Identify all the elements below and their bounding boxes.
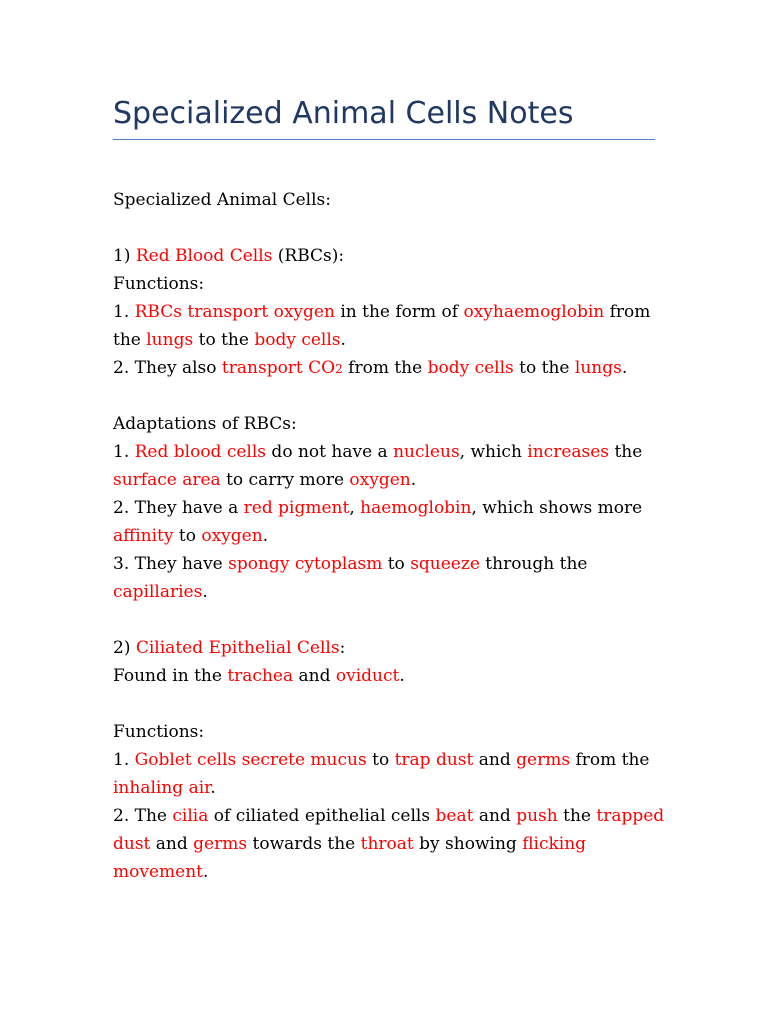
highlighted-term: surface area [113,470,221,490]
highlighted-term: body cells [254,330,341,350]
highlighted-term: Red Blood Cells [135,246,273,266]
text-run: : [339,638,346,658]
highlighted-term: RBCs transport oxygen [134,302,335,322]
text-run: through the [479,554,588,574]
highlighted-term: cilia [172,806,209,826]
text-line [113,718,673,746]
highlighted-term: oxyhaemoglobin [463,302,605,322]
text-run: and [473,750,517,770]
highlighted-term: trapped [596,806,665,826]
highlighted-term: lungs [574,358,622,378]
text-run: to carry more [220,470,350,490]
document-title: Specialized Animal Cells Notes [113,96,574,131]
text-line [113,550,673,578]
text-run: to [173,526,202,546]
text-line [113,634,673,662]
text-run: Adaptations of RBCs: [113,414,297,434]
text-line [113,858,673,886]
highlighted-term: movement [113,862,203,882]
text-line [113,746,673,774]
text-line [113,438,673,466]
text-line [113,354,673,382]
text-run: to the [513,358,575,378]
highlighted-term: increases [527,442,610,462]
text-run: 1. [113,302,135,322]
text-run: . [202,582,208,602]
highlighted-term: flicking [522,834,587,854]
text-run: (RBCs): [272,246,345,266]
text-run: Found in the [113,666,228,686]
text-run: . [340,330,346,350]
highlighted-term: inhaling air [113,778,211,798]
highlighted-term: red pigment [243,498,350,518]
highlighted-term: body cells [427,358,514,378]
text-line [113,802,673,830]
highlighted-term: beat [435,806,474,826]
text-run: to the [193,330,255,350]
blank-line [113,606,673,634]
blank-line [113,690,673,718]
blank-line [113,382,673,410]
highlighted-term: oviduct [335,666,400,686]
text-run: . [262,526,269,546]
text-line [113,270,673,298]
text-run: 3. They have [113,554,229,574]
text-line [113,578,673,606]
text-run: of ciliated epithelial cells [208,806,436,826]
highlighted-term: oxygen [201,526,263,546]
highlighted-term: dust [113,834,151,854]
text-run: , [349,498,361,518]
text-run: in the form of [334,302,464,322]
highlighted-term: spongy cytoplasm [228,554,383,574]
highlighted-term: affinity [113,526,174,546]
highlighted-term: 2 [335,362,343,376]
text-run: the [609,442,643,462]
text-run: from [604,302,651,322]
text-line [113,522,673,550]
text-line [113,242,673,270]
text-run: the [557,806,597,826]
highlighted-term: squeeze [410,554,480,574]
text-run: 1) [113,246,136,266]
highlighted-term: Goblet cells secrete mucus [134,750,367,770]
text-run: , which [459,442,528,462]
text-line [113,466,673,494]
highlighted-term: lungs [146,330,194,350]
text-line [113,662,673,690]
text-run: . [399,666,405,686]
text-run: from the [342,358,428,378]
text-run: from the [570,750,650,770]
text-run: to [366,750,395,770]
highlighted-term: germs [516,750,571,770]
highlighted-term: oxygen [349,470,411,490]
text-line [113,830,673,858]
text-run: Specialized Animal Cells: [113,190,332,210]
text-run: 2. They have a [113,498,244,518]
text-run: 1. [113,750,135,770]
highlighted-term: haemoglobin [360,498,472,518]
text-run: 1. [113,442,135,462]
highlighted-term: transport CO [221,358,336,378]
text-run: 2. The [113,806,173,826]
highlighted-term: trap dust [394,750,474,770]
text-run: do not have a [266,442,394,462]
text-run: Functions: [113,274,205,294]
document-body [113,186,673,886]
text-run: . [621,358,628,378]
blank-line [113,214,673,242]
highlighted-term: germs [193,834,248,854]
text-line [113,326,673,354]
text-run: . [210,778,216,798]
highlighted-term: trachea [227,666,294,686]
text-line [113,774,673,802]
text-run: by showing [413,834,523,854]
text-run: and [473,806,517,826]
text-line [113,298,673,326]
highlighted-term: push [516,806,558,826]
text-run: 2. They also [113,358,222,378]
text-run: 2) [113,638,136,658]
highlighted-term: Ciliated Epithelial Cells [135,638,340,658]
highlighted-term: Red blood cells [134,442,267,462]
text-line [113,410,673,438]
text-line [113,494,673,522]
text-run: the [113,330,147,350]
text-run: to [382,554,411,574]
text-run: . [410,470,417,490]
text-run: . [202,862,209,882]
highlighted-term: throat [360,834,414,854]
text-run: towards the [247,834,361,854]
text-run: and [293,666,336,686]
text-run: and [150,834,194,854]
text-run: , which shows more [471,498,643,518]
title-underline [113,139,655,140]
highlighted-term: capillaries [113,582,203,602]
text-line [113,186,673,214]
text-run: Functions: [113,722,205,742]
highlighted-term: nucleus [393,442,460,462]
